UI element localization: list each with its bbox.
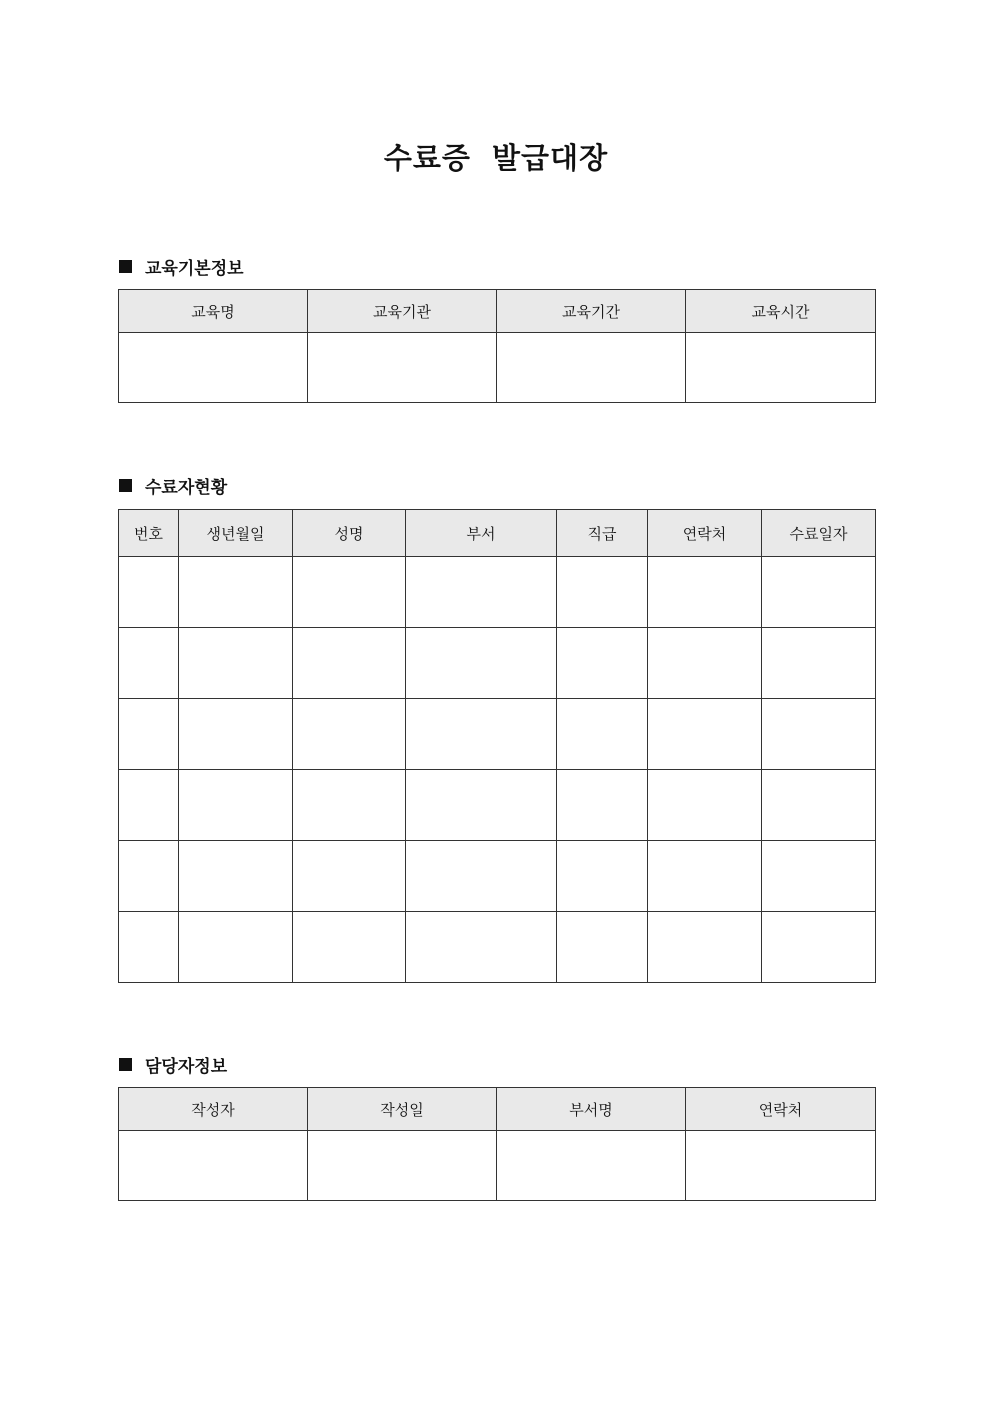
table-cell[interactable] <box>179 557 293 628</box>
table-cell[interactable] <box>762 699 876 770</box>
section-heading-manager <box>119 1052 227 1077</box>
header-completion-date: 수료일자 <box>762 510 876 557</box>
table-row <box>119 699 876 770</box>
table-cell[interactable] <box>179 628 293 699</box>
square-bullet-icon <box>119 1058 132 1071</box>
table-cell[interactable] <box>406 557 557 628</box>
table-cell[interactable] <box>648 841 762 912</box>
header-edu-institution: 교육기관 <box>308 290 497 333</box>
table-row <box>119 557 876 628</box>
header-contact: 연락처 <box>686 1088 876 1131</box>
table-cell[interactable] <box>648 912 762 983</box>
table-header-row <box>119 1088 876 1131</box>
table-cell[interactable] <box>179 912 293 983</box>
table-row <box>119 912 876 983</box>
table-cell[interactable] <box>293 770 406 841</box>
table-cell[interactable] <box>557 628 648 699</box>
table-cell[interactable] <box>293 841 406 912</box>
table-cell[interactable] <box>119 628 179 699</box>
table-cell[interactable] <box>179 699 293 770</box>
cell-writer[interactable] <box>119 1131 308 1201</box>
table-cell[interactable] <box>648 770 762 841</box>
table-row <box>119 333 876 403</box>
table-cell[interactable] <box>762 912 876 983</box>
header-name: 성명 <box>293 510 406 557</box>
table-cell[interactable] <box>648 699 762 770</box>
table-cell[interactable] <box>179 770 293 841</box>
cell-edu-name[interactable] <box>119 333 308 403</box>
table-cell[interactable] <box>406 628 557 699</box>
table-cell[interactable] <box>293 557 406 628</box>
header-department: 부서 <box>406 510 557 557</box>
square-bullet-icon <box>119 260 132 273</box>
table-row <box>119 770 876 841</box>
edu-info-table <box>118 289 876 403</box>
table-cell[interactable] <box>119 912 179 983</box>
table-row <box>119 1131 876 1201</box>
cell-edu-period[interactable] <box>497 333 686 403</box>
header-edu-hours: 교육시간 <box>686 290 876 333</box>
cell-department-name[interactable] <box>497 1131 686 1201</box>
header-department-name: 부서명 <box>497 1088 686 1131</box>
table-cell[interactable] <box>406 912 557 983</box>
table-cell[interactable] <box>119 699 179 770</box>
header-written-date: 작성일 <box>308 1088 497 1131</box>
header-edu-name: 교육명 <box>119 290 308 333</box>
page-title: 수료증 발급대장 <box>383 141 609 175</box>
section-heading-graduates <box>119 473 227 498</box>
table-cell[interactable] <box>406 770 557 841</box>
table-cell[interactable] <box>119 557 179 628</box>
section-heading-label: 교육기본정보 <box>145 259 244 279</box>
table-cell[interactable] <box>293 699 406 770</box>
table-cell[interactable] <box>762 628 876 699</box>
table-header-row <box>119 290 876 333</box>
graduates-table <box>118 509 876 983</box>
table-cell[interactable] <box>293 912 406 983</box>
section-heading-label: 수료자현황 <box>145 478 228 498</box>
square-bullet-icon <box>119 479 132 492</box>
table-cell[interactable] <box>762 557 876 628</box>
cell-edu-institution[interactable] <box>308 333 497 403</box>
table-cell[interactable] <box>557 912 648 983</box>
header-contact: 연락처 <box>648 510 762 557</box>
table-cell[interactable] <box>119 770 179 841</box>
cell-contact[interactable] <box>686 1131 876 1201</box>
table-cell[interactable] <box>557 699 648 770</box>
cell-edu-hours[interactable] <box>686 333 876 403</box>
cell-written-date[interactable] <box>308 1131 497 1201</box>
table-cell[interactable] <box>119 841 179 912</box>
section-heading-edu-info <box>119 254 244 279</box>
table-cell[interactable] <box>406 699 557 770</box>
table-cell[interactable] <box>557 770 648 841</box>
table-row <box>119 841 876 912</box>
table-cell[interactable] <box>293 628 406 699</box>
table-cell[interactable] <box>179 841 293 912</box>
section-heading-label: 담당자정보 <box>145 1057 228 1077</box>
header-writer: 작성자 <box>119 1088 308 1131</box>
manager-table <box>118 1087 876 1201</box>
table-header-row <box>119 510 876 557</box>
header-position: 직급 <box>557 510 648 557</box>
header-number: 번호 <box>119 510 179 557</box>
table-cell[interactable] <box>557 841 648 912</box>
table-cell[interactable] <box>762 841 876 912</box>
table-cell[interactable] <box>557 557 648 628</box>
table-cell[interactable] <box>762 770 876 841</box>
table-cell[interactable] <box>406 841 557 912</box>
table-cell[interactable] <box>648 557 762 628</box>
header-edu-period: 교육기간 <box>497 290 686 333</box>
table-cell[interactable] <box>648 628 762 699</box>
header-birthdate: 생년월일 <box>179 510 293 557</box>
table-row <box>119 628 876 699</box>
